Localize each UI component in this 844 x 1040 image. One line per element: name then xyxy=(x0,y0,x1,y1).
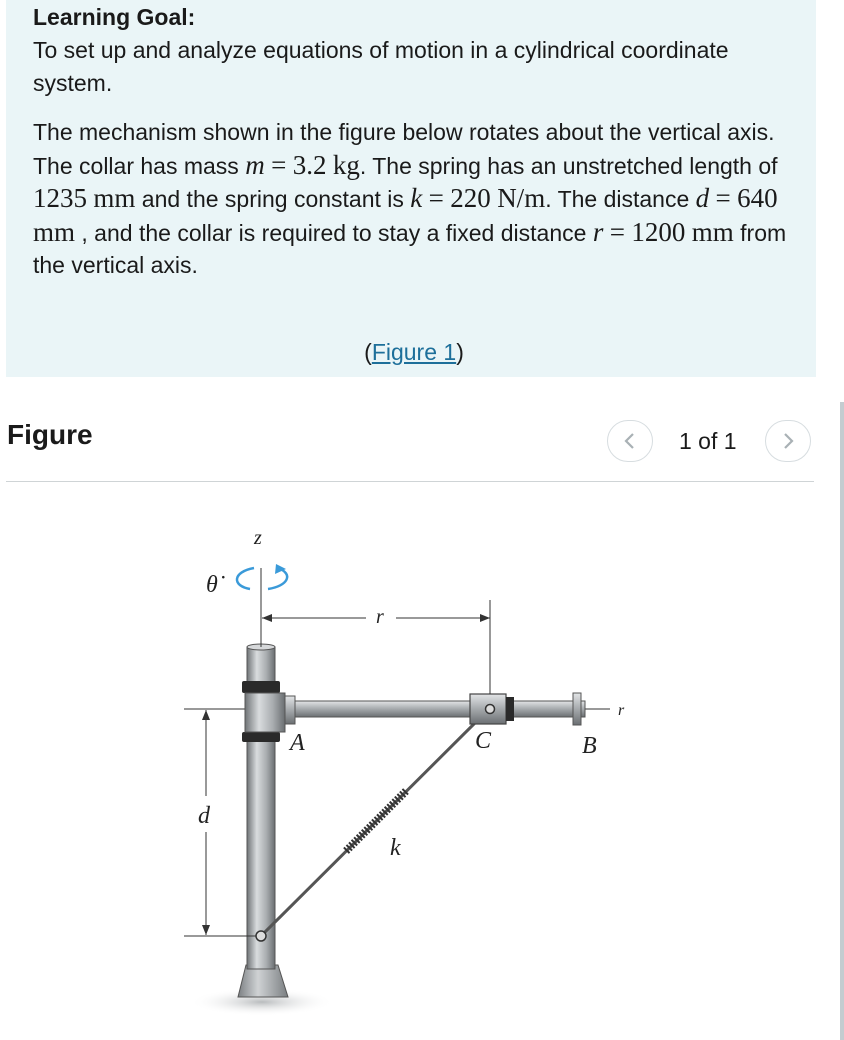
equals-sign: = xyxy=(715,183,731,214)
desc-part: . The spring has an unstretched length of xyxy=(359,152,778,179)
post-base xyxy=(238,965,288,997)
end-stop-b xyxy=(573,693,581,725)
label-theta-dot: θ̇ xyxy=(206,572,218,598)
hub-ring-bottom xyxy=(242,732,280,742)
r-unit: mm xyxy=(691,216,734,247)
mass-value: 3.2 xyxy=(292,149,327,180)
mass-unit: kg xyxy=(332,149,360,180)
problem-statement xyxy=(33,116,803,282)
label-k: k xyxy=(390,835,401,861)
desc-part: . The distance xyxy=(545,186,690,213)
length-unit: mm xyxy=(93,183,136,214)
learning-goal-title: Learning Goal: xyxy=(33,4,196,30)
equals-sign: = xyxy=(271,149,287,180)
label-b: B xyxy=(582,733,597,759)
mass-symbol: m xyxy=(245,149,265,180)
desc-part: The mechanism shown in the figure below rotates about the vertical axis. The collar has mass xyxy=(33,119,775,179)
k-symbol: k xyxy=(410,183,423,214)
chevron-left-icon xyxy=(623,431,637,451)
hub-ring-top xyxy=(242,681,280,693)
d-unit: mm xyxy=(33,216,76,247)
previous-figure-button[interactable] xyxy=(607,420,653,462)
desc-part: , and the collar is required to stay a fixed distance xyxy=(81,219,587,246)
next-figure-button[interactable] xyxy=(765,420,811,462)
label-d: d xyxy=(198,803,210,829)
rotation-arrow-left xyxy=(237,568,254,589)
mechanism-figure xyxy=(170,510,670,1030)
k-unit: N/m xyxy=(497,183,546,214)
figure-link-paren-close: ) xyxy=(456,339,464,365)
collar-ring xyxy=(506,697,514,721)
spring-pin-bottom xyxy=(256,931,266,941)
r-arrow-right xyxy=(480,614,490,622)
learning-goal-panel xyxy=(6,0,816,377)
figure-1-link[interactable]: Figure 1 xyxy=(371,339,457,365)
collar-pin xyxy=(486,705,495,714)
label-a: A xyxy=(290,730,305,756)
label-c: C xyxy=(475,728,492,754)
equals-sign: = xyxy=(428,183,444,214)
r-arrow-left xyxy=(262,614,272,622)
figure-counter: 1 of 1 xyxy=(679,428,737,454)
figure-link-paren-open: ( xyxy=(364,339,372,365)
hub-flange xyxy=(285,696,295,724)
label-r-right: r xyxy=(618,702,625,719)
panel-edge xyxy=(840,402,844,1040)
d-arrow-top xyxy=(202,710,210,720)
figure-divider xyxy=(6,481,814,482)
horizontal-arm xyxy=(295,701,585,717)
desc-part: from the vertical axis. xyxy=(33,219,787,279)
learning-goal-text: To set up and analyze equations of motion in a cylindrical coordinate system. xyxy=(33,37,729,96)
label-r-top: r xyxy=(376,606,384,628)
hub-body xyxy=(245,693,285,732)
figure-link-line xyxy=(6,339,822,366)
k-value: 220 xyxy=(450,183,491,214)
equals-sign: = xyxy=(609,216,625,247)
length-value: 1235 xyxy=(33,183,87,214)
desc-part: and the spring constant is xyxy=(141,186,404,213)
r-value: 1200 xyxy=(631,216,686,247)
d-value: 640 xyxy=(737,183,778,214)
figure-heading: Figure xyxy=(7,419,93,450)
label-z: z xyxy=(254,527,262,549)
chevron-right-icon xyxy=(781,431,795,451)
d-symbol: d xyxy=(695,183,710,214)
d-arrow-bottom xyxy=(202,925,210,935)
r-symbol: r xyxy=(592,216,604,247)
